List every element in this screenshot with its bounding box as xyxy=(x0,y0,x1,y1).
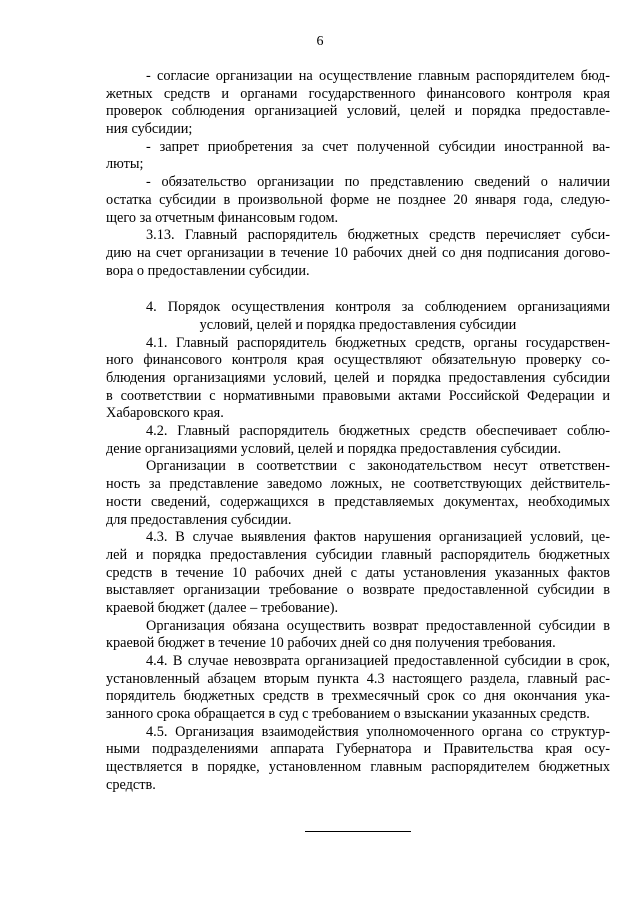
text-line: 4.2. Главный распорядитель бюджетных средств обеспечивает соблю- xyxy=(146,423,610,440)
paragraph xyxy=(106,618,610,653)
text-line: условий, целей и порядка предоставления субсидии xyxy=(199,316,517,333)
text-line: щего за отчетным финансовым годом. xyxy=(106,209,339,226)
paragraph xyxy=(106,174,610,227)
closing-rule xyxy=(305,831,411,832)
paragraph xyxy=(106,68,610,139)
text-line: в соответствии с нормативными правовыми актами Российской Федерации и xyxy=(106,387,610,404)
text-line: краевой бюджет (далее – требование). xyxy=(106,599,339,616)
text-line: краевой бюджет в течение 10 рабочих дней со дня получения требования. xyxy=(106,635,556,652)
paragraph xyxy=(106,299,610,334)
text-line: порядитель бюджетных средств в трехмесячный срок со дня окончания ука- xyxy=(106,688,610,705)
paragraph xyxy=(106,653,610,724)
text-line: 4.4. В случае невозврата организацией предоставленной субсидии в срок, xyxy=(146,653,610,669)
text-line: 4.1. Главный распорядитель бюджетных средств, органы государствен- xyxy=(146,334,610,351)
text-line: Организации в соответствии с законодательством несут ответствен- xyxy=(146,458,610,475)
text-line: Хабаровского края. xyxy=(106,405,224,422)
text-line: блюдения организациями условий, целей и порядка предоставления субсидии xyxy=(106,370,610,386)
text-line: - запрет приобретения за счет полученной субсидии иностранной ва- xyxy=(146,138,610,155)
text-line: для предоставления субсидии. xyxy=(106,511,292,528)
text-line: установленный абзацем вторым пункта 4.3 настоящего раздела, главный рас- xyxy=(106,670,610,687)
paragraph xyxy=(106,458,610,529)
text-line: жетных средств и органами государственного финансового контроля края xyxy=(106,85,610,102)
page-number: 6 xyxy=(316,34,324,49)
text-line: ность за представление заведомо ложных, не соответствующих действитель- xyxy=(106,476,610,493)
paragraph xyxy=(106,529,610,617)
text-line: ществляется в порядке, установленном главным распорядителем бюджетных xyxy=(106,759,610,776)
text-line: лей и порядка предоставления субсидии главный распорядитель бюджетных xyxy=(106,546,610,563)
paragraph xyxy=(106,335,610,423)
text-line: выставляет организации требование о возврате предоставленной субсидии в xyxy=(106,582,610,599)
text-line: 4.3. В случае выявления фактов нарушения организацией условий, це- xyxy=(146,529,610,546)
text-line: ными подразделениями аппарата Губернатора и Правительства края осу- xyxy=(106,741,610,758)
text-line: ния субсидии; xyxy=(106,121,193,138)
text-line: дение организациями условий, целей и порядка предоставления субсидии. xyxy=(106,440,562,457)
text-line: занного срока обращается в суд с требованием о взыскании указанных средств. xyxy=(106,706,590,723)
paragraph xyxy=(106,227,610,280)
text-line: ного финансового контроля края осуществляют обязательную проверку со- xyxy=(106,352,610,369)
paragraph xyxy=(106,139,610,174)
text-line: ности сведений, содержащихся в представляемых документах, необходимых xyxy=(106,493,610,510)
text-line: люты; xyxy=(106,156,144,173)
section-spacer xyxy=(106,280,610,299)
text-line: - согласие организации на осуществление главным распорядителем бюд- xyxy=(146,68,610,84)
text-line: 4. Порядок осуществления контроля за соблюдением организациями xyxy=(146,299,610,316)
text-line: остатка субсидии в произвольной форме не позднее 20 января года, следую- xyxy=(106,191,610,208)
text-line: - обязательство организации по представлению сведений о наличии xyxy=(146,174,610,191)
document-body xyxy=(106,68,610,795)
text-line: средств. xyxy=(106,776,156,793)
text-line: дию на счет организации в течение 10 рабочих дней со дня подписания догово- xyxy=(106,244,610,261)
text-line: Организация обязана осуществить возврат предоставленной субсидии в xyxy=(146,617,610,634)
paragraph xyxy=(106,724,610,795)
text-line: 3.13. Главный распорядитель бюджетных средств перечисляет субси- xyxy=(146,227,610,244)
text-line: проверок соблюдения организацией условий, целей и порядка предоставле- xyxy=(106,103,610,120)
text-line: 4.5. Организация взаимодействия уполномоченного органа со структур- xyxy=(146,723,610,740)
text-line: средств в течение 10 рабочих дней с даты установления указанных фактов xyxy=(106,564,610,581)
text-line: вора о предоставлении субсидии. xyxy=(106,262,310,279)
paragraph xyxy=(106,423,610,458)
